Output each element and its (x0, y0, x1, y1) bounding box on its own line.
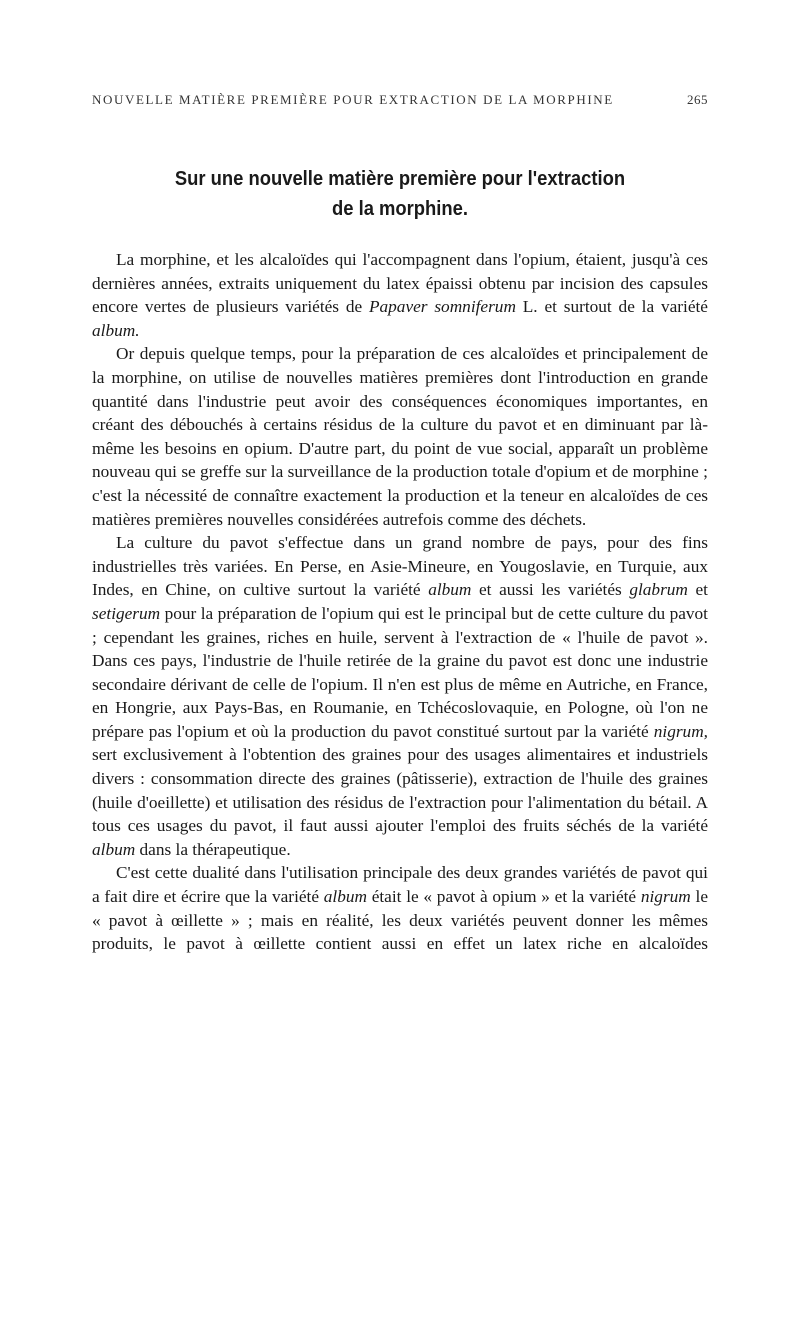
paragraph-text: le « pavot à œillette » ; mais en réalité, les deux variétés peuvent donner les mêmes produits, le pavot à œillette contient aussi en effet un latex riche en alcaloïdes (92, 887, 709, 954)
body-text (92, 248, 708, 956)
paragraph (92, 248, 708, 342)
running-title: NOUVELLE MATIÈRE PREMIÈRE POUR EXTRACTION DE LA MORPHINE (92, 92, 614, 107)
paragraph-text: et (687, 580, 708, 600)
paragraph (92, 861, 708, 955)
paragraph-text: Or depuis quelque temps, pour la préparation de ces alcaloïdes et principalement de la morphine, on utilise de nouvelles matières premières dont l'introduction en grande quantité dans l'industrie peut avoir des conséquences économiques importantes, en créant des débouchés à certains résidus de la culture du pavot et en diminuant par là-même les besoins en opium. D'autre part, du point de vue social, apparaît un problème nouveau qui se greffe sur la surveillance de la production totale d'opium et de morphine ; c'est la nécessité de connaître exactement la production et la teneur en alcaloïdes de ces matières premières nouvelles considérées autrefois comme des déchets. (92, 344, 708, 529)
italic-term: album (428, 580, 472, 600)
article-title (117, 164, 684, 224)
paragraph-text: L. et surtout de la variété (515, 297, 708, 317)
article-title-line-1: Sur une nouvelle matière première pour l'extraction (174, 168, 626, 190)
paragraph-text: La culture du pavot s'effectue dans un grand nombre de pays, pour des fins industrielles très variées. En Perse, en Asie-Mineure, en Yougoslavie, en Turquie, aux Indes, en Chine, on cultive surtout la variété (92, 533, 708, 600)
italic-term: nigrum, (653, 721, 708, 741)
paragraph-text: était le « pavot à opium » et la variété (366, 887, 641, 907)
paragraph-text: dans la thérapeutique. (135, 839, 291, 859)
page-number: 265 (687, 92, 708, 107)
paragraph-text: et aussi les variétés (471, 580, 630, 600)
article-title-line-2: de la morphine. (332, 198, 468, 220)
paragraph-text: pour la préparation de l'opium qui est le principal but de cette culture du pavot ; cependant les graines, riches en huile, servent à l'extraction de « l'huile de pavot ». Dans ces pays, l'industrie de l'huile retirée de la graine du pavot est donc une industrie secondaire dérivant de celle de l'opium. Il n'en est plus de même en Autriche, en France, en Hongrie, aux Pays-Bas, en Roumanie, en Tchécoslovaquie, en Pologne, où l'on ne prépare pas l'opium et où la production du pavot constitué surtout par la variété (92, 603, 708, 741)
italic-term: setigerum (92, 603, 161, 623)
italic-term: nigrum (640, 887, 691, 907)
paragraph-text: sert exclusivement à l'obtention des graines pour des usages alimentaires et industriels divers : consommation directe des graines (pâtisserie), extraction de l'huile des graines (huile d'oeillette) et utilisation des résidus de l'extraction pour l'alimentation du bétail. A tous ces usages du pavot, il faut aussi ajouter l'emploi des fruits séchés de la variété (92, 745, 708, 836)
italic-term: album (92, 839, 136, 859)
paragraph-text: La morphine, et les alcaloïdes qui l'accompagnent dans l'opium, étaient, jusqu'à ces dernières années, extraits uniquement du latex épaissi obtenu par incision des capsules encore vertes de plusieurs variétés de (92, 250, 708, 317)
paragraph (92, 342, 708, 531)
italic-term: album (323, 887, 367, 907)
italic-term: album. (92, 320, 140, 340)
italic-term: glabrum (629, 580, 688, 600)
italic-term: Papaver somniferum (368, 297, 516, 317)
running-header (92, 92, 708, 108)
paragraph (92, 531, 708, 861)
paragraph-text: C'est cette dualité dans l'utilisation principale des deux grandes variétés de pavot qui a fait dire et écrire que la variété (92, 863, 708, 907)
